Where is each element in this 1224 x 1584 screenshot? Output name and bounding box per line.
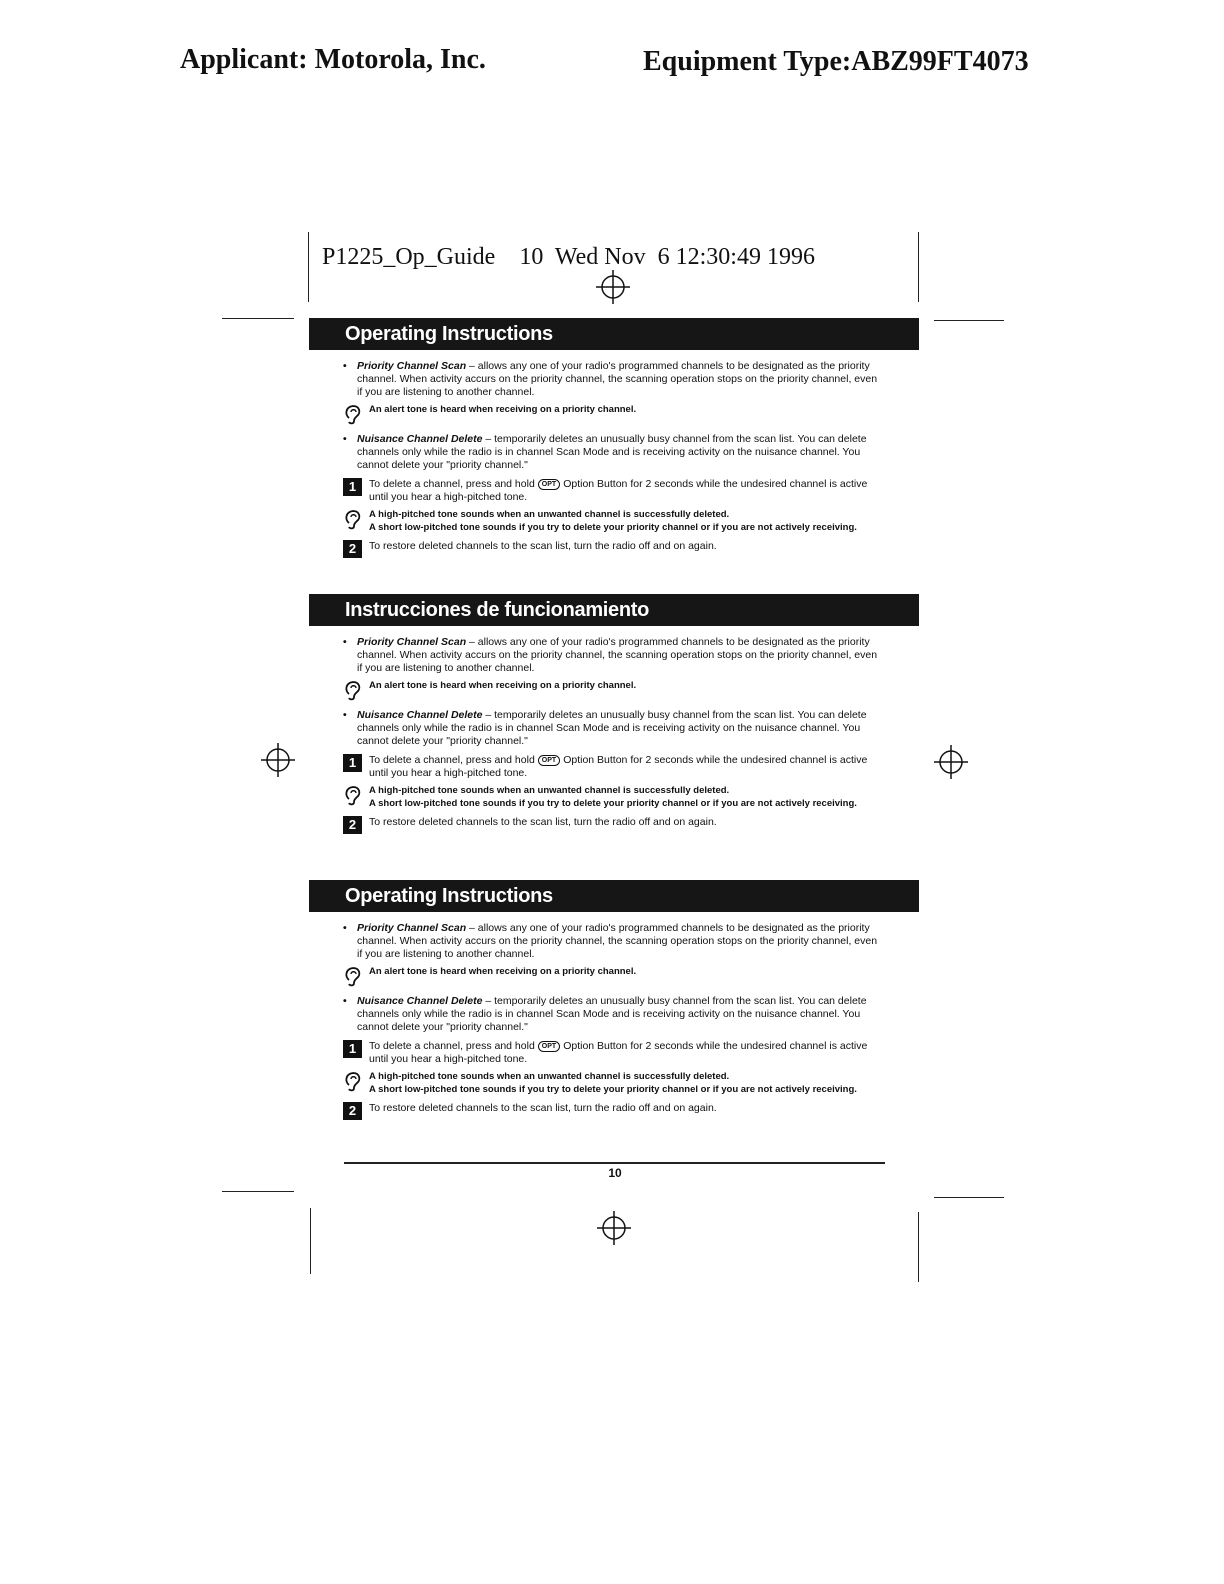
applicant-label: Applicant: Motorola, Inc. — [180, 44, 486, 75]
bullet-priority-channel-scan — [343, 636, 885, 675]
section-title: Operating Instructions — [309, 880, 919, 912]
crop-mark-top-left-h — [222, 318, 294, 319]
page-number: 10 — [608, 1166, 622, 1180]
step-number: 2 — [343, 1102, 362, 1120]
priority-note-text: An alert tone is heard when receiving on a priority channel. — [369, 680, 637, 691]
step-note-failure: A short low-pitched tone sounds if you try to delete your priority channel or if you are not actively receiving. — [369, 798, 857, 809]
step-1-text-pre: To delete a channel, press and hold — [369, 754, 535, 766]
section-title: Operating Instructions — [309, 318, 919, 350]
ear-note-icon — [343, 403, 365, 425]
ear-note-icon — [343, 784, 365, 806]
ear-note-icon — [343, 679, 365, 701]
step-1-text-post: Option Button for 2 seconds while the undesired channel is active until you hear a high-pitched tone. — [369, 478, 868, 503]
applicant-header — [0, 44, 1224, 84]
option-button-icon: OPT — [538, 479, 560, 490]
step-2-text: To restore deleted channels to the scan list, turn the radio off and on again. — [369, 1102, 717, 1114]
option-button-icon: OPT — [538, 1041, 560, 1052]
step-1-text-pre: To delete a channel, press and hold — [369, 478, 535, 490]
crosshair-registration-icon — [596, 270, 630, 304]
step-note-failure: A short low-pitched tone sounds if you try to delete your priority channel or if you are not actively receiving. — [369, 1084, 857, 1095]
nuisance-description: – temporarily deletes an unusually busy channel from the scan list. You can delete channels only while the radio is in channel Scan Mode and is receiving activity on the nuisance channel. You cannot delete your "priority channel." — [357, 433, 867, 471]
section-content — [309, 636, 919, 834]
ear-note-icon — [343, 965, 365, 987]
equipment-type-label: Equipment Type:ABZ99FT4073 — [643, 46, 1029, 77]
step-note-success: A high-pitched tone sounds when an unwanted channel is successfully deleted. — [369, 785, 730, 796]
step-1 — [343, 754, 885, 780]
term-priority-channel-scan: Priority Channel Scan — [357, 922, 467, 934]
bullet-dot: • — [343, 433, 347, 445]
priority-note — [343, 965, 885, 985]
step-note-success: A high-pitched tone sounds when an unwanted channel is successfully deleted. — [369, 509, 730, 520]
option-button-icon: OPT — [538, 755, 560, 766]
step-2-text: To restore deleted channels to the scan list, turn the radio off and on again. — [369, 816, 717, 828]
bullet-nuisance-channel-delete — [343, 995, 885, 1034]
step-2 — [343, 540, 885, 558]
ear-note-icon — [343, 1070, 365, 1092]
term-priority-channel-scan: Priority Channel Scan — [357, 360, 467, 372]
term-nuisance-channel-delete: Nuisance Channel Delete — [357, 995, 483, 1007]
step-2 — [343, 1102, 885, 1120]
bullet-priority-channel-scan — [343, 360, 885, 399]
step-1-text-post: Option Button for 2 seconds while the undesired channel is active until you hear a high-pitched tone. — [369, 754, 868, 779]
crop-mark-bottom-right-v — [918, 1212, 919, 1282]
term-priority-channel-scan: Priority Channel Scan — [357, 636, 467, 648]
section-instrucciones-de-funcionamiento — [309, 594, 919, 834]
step-number: 1 — [343, 1040, 362, 1058]
bullet-dot: • — [343, 360, 347, 372]
crop-mark-bottom-right-h — [934, 1197, 1004, 1198]
step-1-text-pre: To delete a channel, press and hold — [369, 1040, 535, 1052]
bullet-nuisance-channel-delete — [343, 433, 885, 472]
bullet-nuisance-channel-delete — [343, 709, 885, 748]
section-content — [309, 360, 919, 558]
crosshair-registration-icon — [934, 745, 968, 779]
step-number: 2 — [343, 816, 362, 834]
footer-rule — [344, 1162, 885, 1164]
bullet-dot: • — [343, 709, 347, 721]
crosshair-registration-icon — [597, 1211, 631, 1245]
step-2 — [343, 816, 885, 834]
crosshair-registration-icon — [261, 743, 295, 777]
priority-description: – allows any one of your radio's programmed channels to be designated as the priority channel. When activity accurs on the priority channel, the scanning operation stops on the priority channel, even if you are listening to another channel. — [357, 922, 878, 960]
print-slug: P1225_Op_Guide 10 Wed Nov 6 12:30:49 1996 — [322, 244, 815, 270]
priority-description: – allows any one of your radio's programmed channels to be designated as the priority channel. When activity accurs on the priority channel, the scanning operation stops on the priority channel, even if you are listening to another channel. — [357, 636, 878, 674]
priority-description: – allows any one of your radio's programmed channels to be designated as the priority channel. When activity accurs on the priority channel, the scanning operation stops on the priority channel, even if you are listening to another channel. — [357, 360, 878, 398]
bullet-dot: • — [343, 922, 347, 934]
nuisance-description: – temporarily deletes an unusually busy channel from the scan list. You can delete channels only while the radio is in channel Scan Mode and is receiving activity on the nuisance channel. You cannot delete your "priority channel." — [357, 709, 867, 747]
step-notes — [343, 784, 885, 810]
crop-mark-bottom-left-v — [310, 1208, 311, 1274]
step-number: 1 — [343, 478, 362, 496]
step-1-text-post: Option Button for 2 seconds while the undesired channel is active until you hear a high-pitched tone. — [369, 1040, 868, 1065]
section-content — [309, 922, 919, 1120]
crop-mark-top-right-v — [918, 232, 919, 302]
term-nuisance-channel-delete: Nuisance Channel Delete — [357, 709, 483, 721]
section-operating-instructions-2 — [309, 880, 919, 1120]
step-notes — [343, 1070, 885, 1096]
section-title: Instrucciones de funcionamiento — [309, 594, 919, 626]
crop-mark-bottom-left-h — [222, 1191, 294, 1192]
step-number: 2 — [343, 540, 362, 558]
step-notes — [343, 508, 885, 534]
section-operating-instructions-1 — [309, 318, 919, 558]
crop-mark-top-right-h — [934, 320, 1004, 321]
step-1 — [343, 1040, 885, 1066]
crop-mark-top-left-v — [308, 232, 309, 302]
priority-note — [343, 679, 885, 699]
step-note-success: A high-pitched tone sounds when an unwanted channel is successfully deleted. — [369, 1071, 730, 1082]
priority-note — [343, 403, 885, 423]
bullet-priority-channel-scan — [343, 922, 885, 961]
step-note-failure: A short low-pitched tone sounds if you try to delete your priority channel or if you are not actively receiving. — [369, 522, 857, 533]
step-1 — [343, 478, 885, 504]
term-nuisance-channel-delete: Nuisance Channel Delete — [357, 433, 483, 445]
ear-note-icon — [343, 508, 365, 530]
priority-note-text: An alert tone is heard when receiving on a priority channel. — [369, 966, 637, 977]
bullet-dot: • — [343, 995, 347, 1007]
bullet-dot: • — [343, 636, 347, 648]
priority-note-text: An alert tone is heard when receiving on a priority channel. — [369, 404, 637, 415]
step-number: 1 — [343, 754, 362, 772]
step-2-text: To restore deleted channels to the scan list, turn the radio off and on again. — [369, 540, 717, 552]
nuisance-description: – temporarily deletes an unusually busy channel from the scan list. You can delete channels only while the radio is in channel Scan Mode and is receiving activity on the nuisance channel. You cannot delete your "priority channel." — [357, 995, 867, 1033]
